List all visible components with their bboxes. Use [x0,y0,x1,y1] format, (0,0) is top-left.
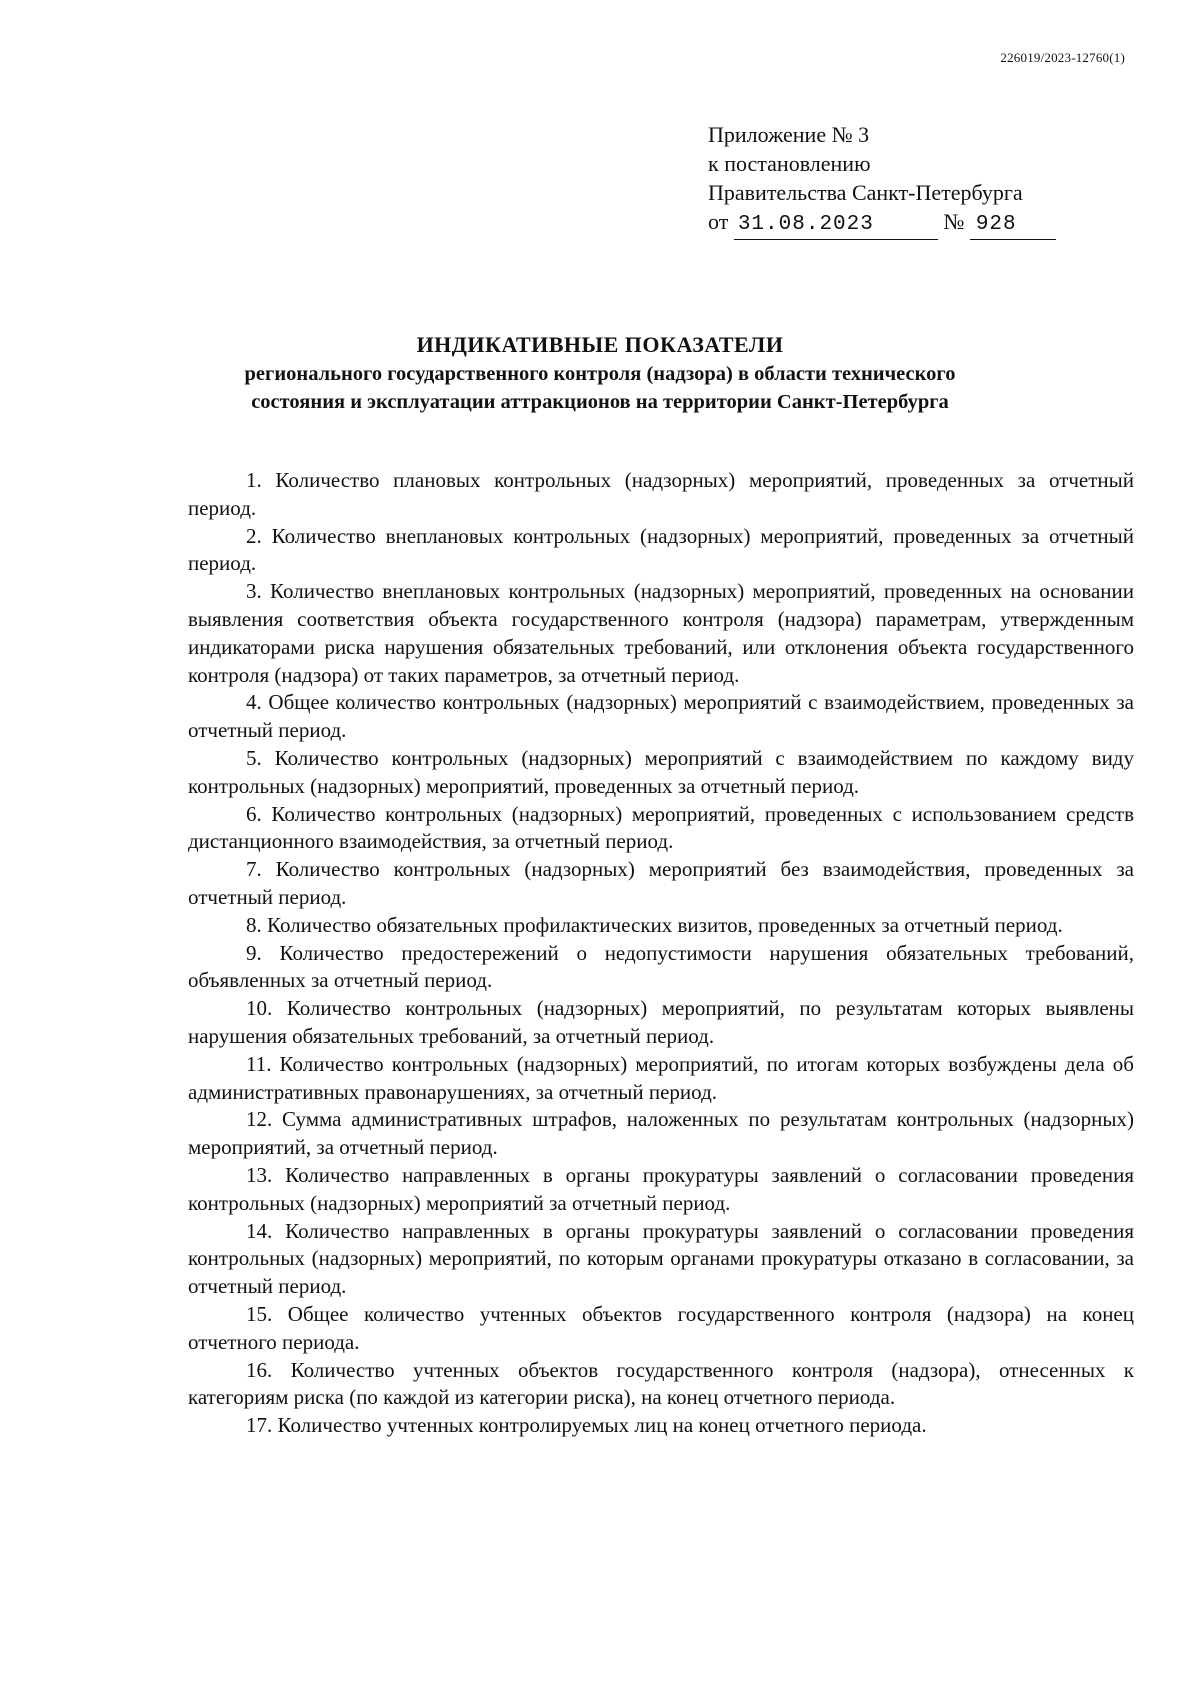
list-item: 2. Количество внеплановых контрольных (надзорных) мероприятий, проведенных за отчетный период. [188,523,1134,576]
number-field [970,207,1056,240]
appendix-date-line [708,207,1056,240]
appendix-number: Приложение № 3 [708,122,870,147]
list-item: 1. Количество плановых контрольных (надзорных) мероприятий, проведенных за отчетный период. [188,468,1134,520]
indicator-list [188,467,1134,1440]
title-main: ИНДИКАТИВНЫЕ ПОКАЗАТЕЛИ [416,332,784,357]
list-item: 6. Количество контрольных (надзорных) мероприятий, проведенных с использованием средств дистанционного взаимодействия, за отчетный период. [188,801,1134,854]
list-item: 3. Количество внеплановых контрольных (надзорных) мероприятий, проведенных на основании выявления соответствия объекта государственного контроля (надзора) параметрам, утвержденным индикаторами риска нарушения обязательных требований, или отклонения объекта государственного контроля (надзора) от таких параметров, за отчетный период. [188,579,1134,687]
appendix-government: Правительства Санкт-Петербурга [708,180,1023,205]
list-item: 7. Количество контрольных (надзорных) мероприятий без взаимодействия, проведенных за отчетный период. [188,857,1134,909]
list-item: 15. Общее количество учтенных объектов государственного контроля (надзора) на конец отчетного периода. [188,1301,1134,1354]
list-item: 4. Общее количество контрольных (надзорных) мероприятий с взаимодействием, проведенных за отчетный период. [188,690,1134,743]
list-item: 10. Количество контрольных (надзорных) мероприятий, по результатам которых выявлены нарушения обязательных требований, за отчетный период. [188,996,1134,1048]
title-subtitle-line2: состояния и эксплуатации аттракционов на территории Санкт-Петербурга [251,391,949,413]
list-item: 11. Количество контрольных (надзорных) мероприятий, по итогам которых возбуждены дела об административных правонарушениях, за отчетный период. [188,1051,1134,1104]
appendix-block [708,120,1056,240]
list-item: 16. Количество учтенных объектов государственного контроля (надзора), отнесенных к категориям риска (по каждой из категории риска), на конец отчетного периода. [188,1357,1134,1410]
list-item: 9. Количество предостережений о недопустимости нарушения обязательных требований, объявленных за отчетный период. [188,940,1134,993]
date-prefix: от [708,209,729,234]
list-item: 12. Сумма административных штрафов, наложенных по результатам контрольных (надзорных) мероприятий, за отчетный период. [188,1107,1134,1160]
date-field [734,207,938,240]
list-item: 14. Количество направленных в органы прокуратуры заявлений о согласовании проведения контрольных (надзорных) мероприятий, по которым органами прокуратуры отказано в согласовании, за отчетный период. [188,1218,1134,1299]
list-item: 13. Количество направленных в органы прокуратуры заявлений о согласовании проведения контрольных (надзорных) мероприятий за отчетный период. [188,1162,1134,1215]
appendix-resolution-label: к постановлению [708,151,871,176]
list-item: 8. Количество обязательных профилактических визитов, проведенных за отчетный период. [246,912,1063,937]
number-value: 928 [975,213,1017,236]
document-id: 226019/2023-12760(1) [1000,50,1125,65]
list-item: 5. Количество контрольных (надзорных) мероприятий с взаимодействием по каждому виду контрольных (надзорных) мероприятий, проведенных за отчетный период. [188,745,1134,798]
title-subtitle-line1: регионального государственного контроля (надзора) в области технического [244,363,956,385]
number-prefix: № [943,209,965,234]
list-item: 17. Количество учтенных контролируемых лиц на конец отчетного периода. [246,1413,927,1438]
document-title [0,330,1200,416]
date-value: 31.08.2023 [737,213,874,236]
